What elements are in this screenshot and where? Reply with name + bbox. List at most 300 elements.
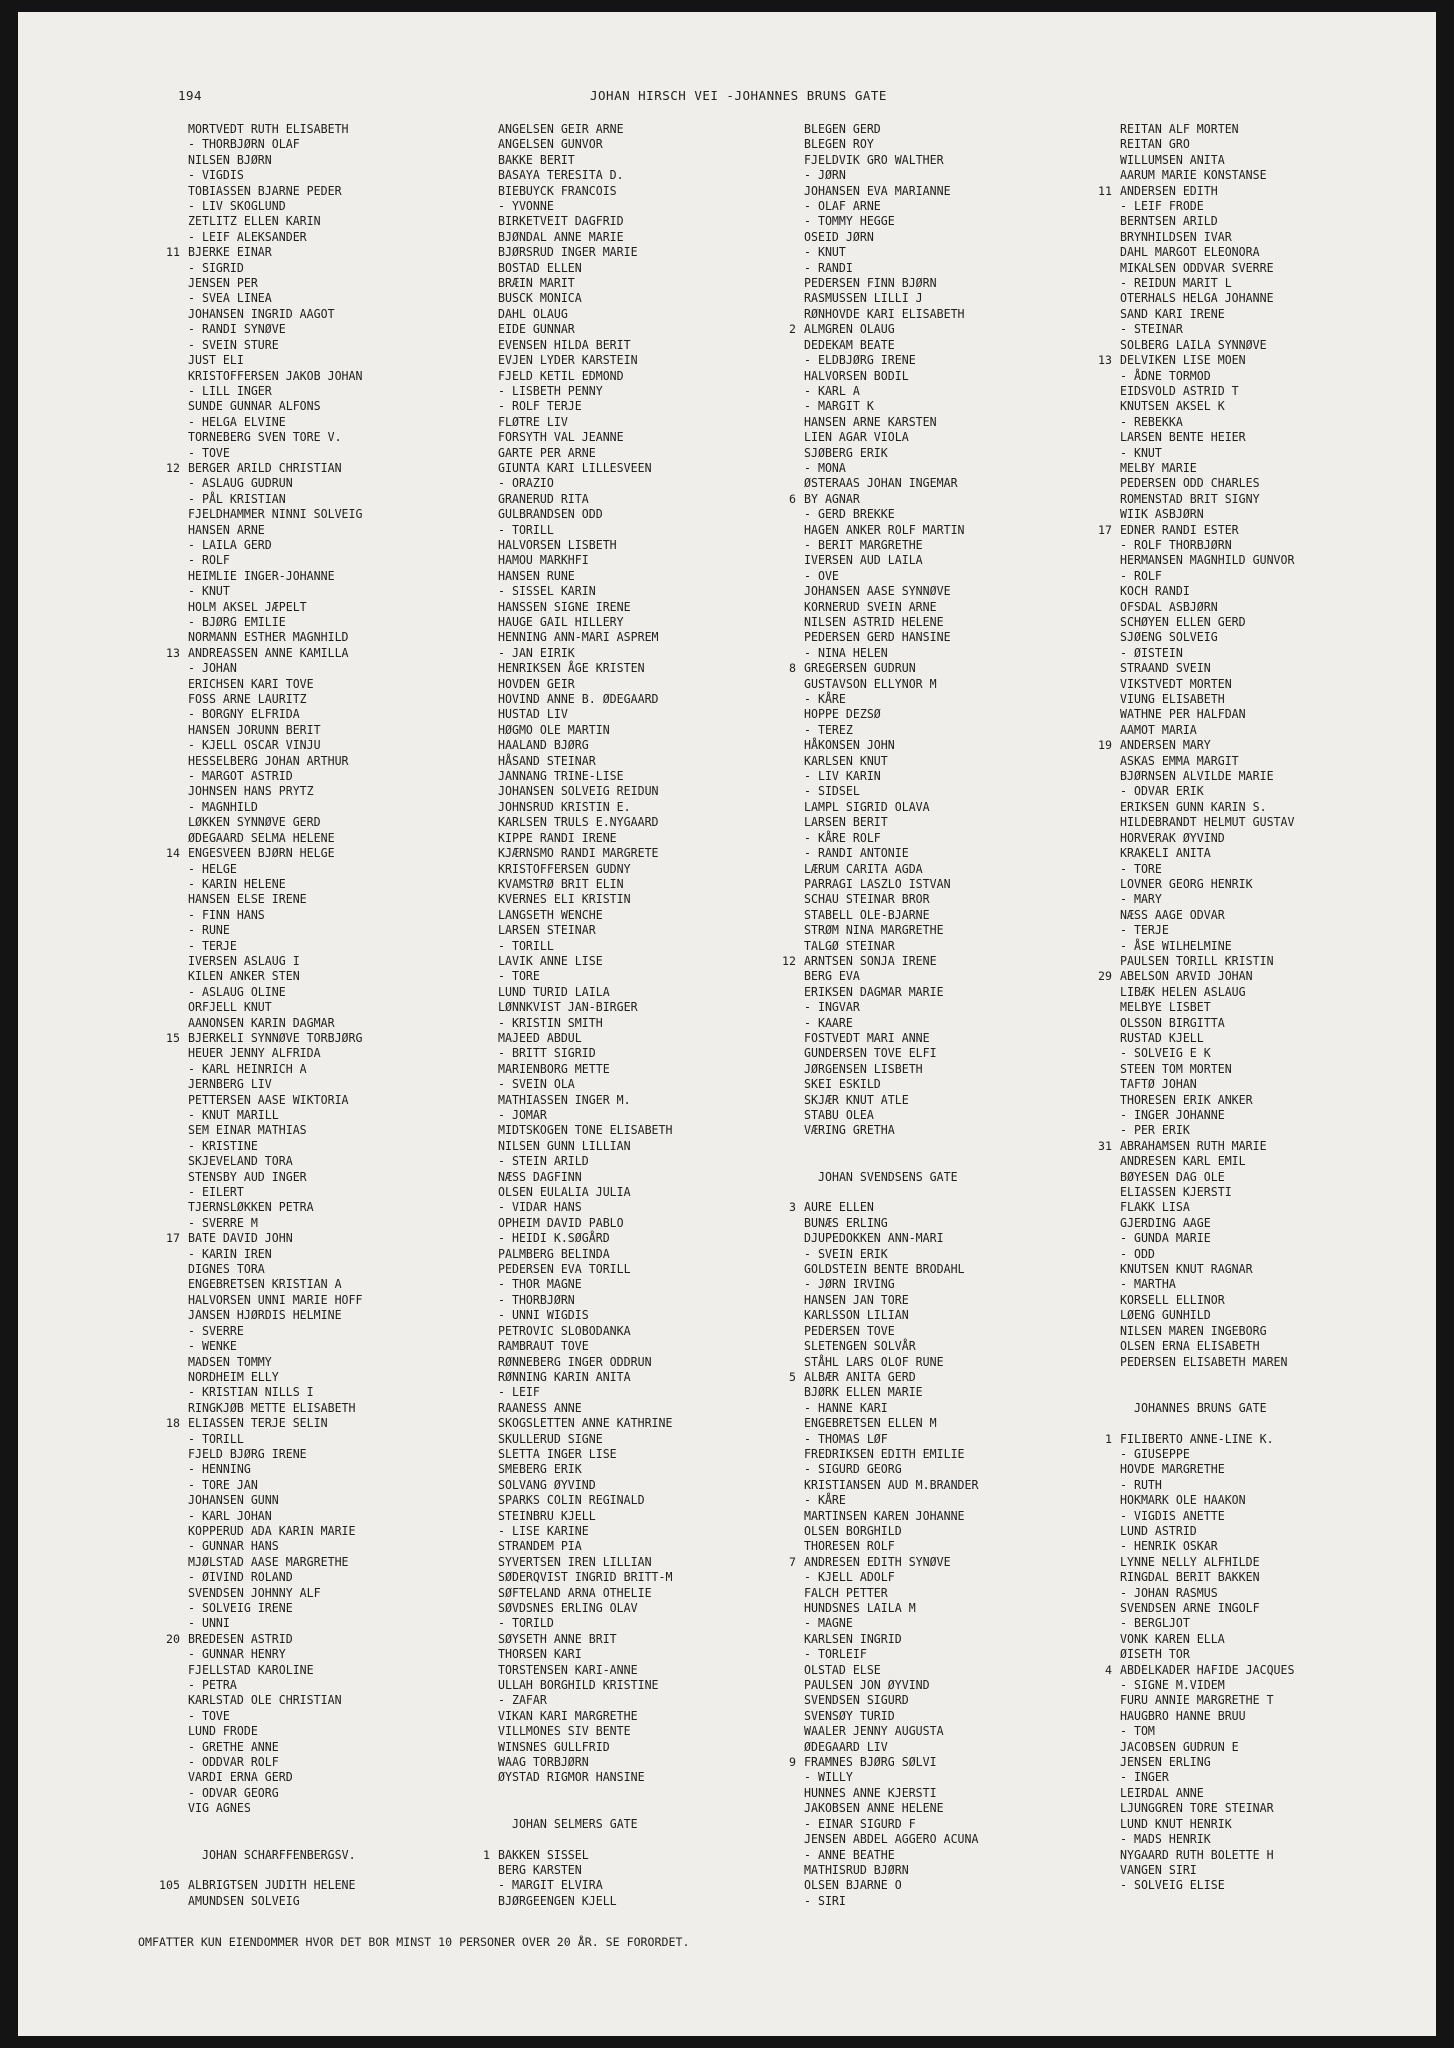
resident-column-2 xyxy=(483,121,828,1909)
resident-entry xyxy=(188,415,518,430)
resident-entry xyxy=(498,1416,828,1431)
resident-entry xyxy=(166,645,518,661)
resident-name: BRÆIN MARIT xyxy=(498,275,575,291)
resident-entry xyxy=(188,1355,518,1370)
resident-name: BERG KARSTEN xyxy=(498,1862,582,1878)
resident-entry xyxy=(498,168,828,183)
resident-name: - KÅRE xyxy=(804,1492,846,1508)
resident-name: - TOVE xyxy=(188,1708,230,1724)
resident-entry xyxy=(804,784,1134,799)
resident-entry xyxy=(498,646,828,661)
blank-line xyxy=(1120,1385,1436,1400)
resident-entry xyxy=(804,1262,1134,1277)
resident-name: - WILLY xyxy=(804,1770,853,1785)
resident-name: HANSEN ELSE IRENE xyxy=(188,891,307,907)
resident-name: FREDRIKSEN EDITH EMILIE xyxy=(804,1446,965,1462)
resident-entry xyxy=(188,214,518,229)
resident-entry xyxy=(188,476,518,491)
resident-name: WATHNE PER HALFDAN xyxy=(1120,707,1246,722)
resident-name: BY AGNAR xyxy=(804,491,860,507)
resident-name: ØSTERAAS JOHAN INGEMAR xyxy=(804,475,958,491)
resident-name: ANDRESEN EDITH SYNØVE xyxy=(804,1554,951,1570)
street-name: JOHANNES BRUNS GATE xyxy=(1134,1400,1267,1416)
resident-name: HENRIKSEN ÅGE KRISTEN xyxy=(498,660,645,676)
resident-entry xyxy=(188,908,518,923)
resident-entry xyxy=(1120,122,1436,137)
resident-entry xyxy=(188,1401,518,1416)
resident-entry xyxy=(188,800,518,815)
resident-entry xyxy=(1120,707,1436,722)
resident-entry xyxy=(1120,661,1436,676)
resident-entry xyxy=(804,1123,1134,1138)
resident-name: HALVORSEN BODIL xyxy=(804,368,909,383)
resident-entry xyxy=(188,615,518,630)
resident-name: - UNNI xyxy=(188,1616,230,1631)
resident-name: - ØIVIND ROLAND xyxy=(188,1569,293,1585)
resident-entry xyxy=(804,815,1134,830)
resident-entry xyxy=(188,877,518,892)
resident-entry xyxy=(1120,569,1436,584)
resident-name: LANGSETH WENCHE xyxy=(498,907,603,923)
page-title: JOHAN HIRSCH VEI -JOHANNES BRUNS GATE xyxy=(590,88,887,103)
resident-name: OFSDAL ASBJØRN xyxy=(1120,599,1218,614)
resident-entry xyxy=(1120,1740,1436,1755)
resident-name: OLSSON BIRGITTA xyxy=(1120,1015,1225,1030)
resident-entry xyxy=(188,1062,518,1077)
resident-entry xyxy=(498,1401,828,1416)
house-number: 20 xyxy=(166,1631,180,1646)
resident-entry xyxy=(498,908,828,923)
resident-name: - TOMMY HEGGE xyxy=(804,214,895,229)
resident-name: - KNUT xyxy=(804,244,846,260)
resident-name: GUSTAVSON ELLYNOR M xyxy=(804,676,937,691)
resident-entry xyxy=(188,1509,518,1524)
resident-name: MIDTSKOGEN TONE ELISABETH xyxy=(498,1123,673,1138)
resident-entry xyxy=(188,1616,518,1631)
resident-name: ERICHSEN KARI TOVE xyxy=(188,676,314,691)
resident-name: - LEIF ALEKSANDER xyxy=(188,229,307,245)
resident-name: - YVONNE xyxy=(498,198,554,214)
resident-name: ØISETH TOR xyxy=(1120,1646,1190,1662)
resident-name: NILSEN ASTRID HELENE xyxy=(804,614,944,630)
resident-name: - INGVAR xyxy=(804,999,860,1015)
resident-name: RINGKJØB METTE ELISABETH xyxy=(188,1400,356,1416)
resident-entry xyxy=(1120,877,1436,892)
resident-name: BASAYA TERESITA D. xyxy=(498,167,624,183)
resident-name: - TOVE xyxy=(188,445,230,460)
resident-entry xyxy=(804,199,1134,214)
resident-entry xyxy=(498,862,828,877)
resident-entry xyxy=(188,1277,518,1292)
resident-name: - PER ERIK xyxy=(1120,1123,1190,1138)
resident-entry xyxy=(804,600,1134,615)
resident-entry xyxy=(498,1046,828,1061)
resident-name: MARTINSEN KAREN JOHANNE xyxy=(804,1508,965,1523)
resident-entry xyxy=(166,845,518,861)
resident-name: VANGEN SIRI xyxy=(1120,1862,1197,1878)
resident-name: DJUPEDOKKEN ANN-MARI xyxy=(804,1230,944,1246)
resident-entry xyxy=(1120,1062,1436,1077)
resident-entry xyxy=(498,831,828,846)
resident-entry xyxy=(188,1524,518,1539)
resident-entry xyxy=(804,276,1134,291)
resident-name: - BJØRG EMILIE xyxy=(188,614,286,630)
resident-entry xyxy=(1120,939,1436,954)
resident-entry xyxy=(498,1277,828,1292)
resident-entry xyxy=(1120,261,1436,276)
resident-name: ALBRIGTSEN JUDITH HELENE xyxy=(188,1877,356,1893)
resident-entry xyxy=(1098,737,1436,753)
resident-entry xyxy=(498,939,828,954)
resident-entry xyxy=(498,507,828,522)
resident-name: - RANDI ANTONIE xyxy=(804,845,909,861)
resident-name: KARLSEN INGRID xyxy=(804,1631,902,1647)
resident-entry xyxy=(804,261,1134,276)
resident-entry xyxy=(1120,1770,1436,1785)
resident-name: - KNUT xyxy=(1120,445,1162,460)
resident-entry xyxy=(782,953,1134,969)
resident-name: ZETLITZ ELLEN KARIN xyxy=(188,214,321,229)
resident-entry xyxy=(188,1447,518,1462)
resident-name: HALVORSEN LISBETH xyxy=(498,537,617,553)
resident-name: KRISTOFFERSEN GUDNY xyxy=(498,861,631,876)
resident-name: ØYSTAD RIGMOR HANSINE xyxy=(498,1770,645,1785)
resident-name: EVENSEN HILDA BERIT xyxy=(498,337,631,353)
blank-line xyxy=(498,1801,828,1816)
resident-entry xyxy=(188,261,518,276)
resident-entry xyxy=(498,707,828,722)
resident-entry xyxy=(188,600,518,615)
resident-entry xyxy=(804,1046,1134,1061)
resident-entry xyxy=(188,1370,518,1385)
resident-name: FOSTVEDT MARI ANNE xyxy=(804,1030,930,1046)
resident-name: - KRISTIAN NILLS I xyxy=(188,1384,314,1400)
resident-entry xyxy=(498,877,828,892)
house-number: 7 xyxy=(789,1554,796,1569)
resident-name: HOVIND ANNE B. ØDEGAARD xyxy=(498,691,659,707)
resident-entry xyxy=(1120,1324,1436,1339)
resident-entry xyxy=(804,1308,1134,1323)
resident-name: FJELDHAMMER NINNI SOLVEIG xyxy=(188,506,363,522)
resident-name: - TORILL xyxy=(188,1431,244,1446)
resident-entry xyxy=(498,245,828,260)
resident-name: - TORLEIF xyxy=(804,1646,867,1662)
resident-entry xyxy=(498,276,828,291)
resident-entry xyxy=(1120,646,1436,661)
resident-entry xyxy=(804,646,1134,661)
resident-name: - SOLVEIG IRENE xyxy=(188,1600,293,1616)
resident-name: - MAGNHILD xyxy=(188,799,258,815)
resident-name: WIIK ASBJØRN xyxy=(1120,506,1204,522)
resident-entry xyxy=(1120,1231,1436,1246)
resident-entry xyxy=(804,908,1134,923)
resident-entry xyxy=(498,230,828,245)
resident-name: VILLMONES SIV BENTE xyxy=(498,1723,631,1739)
resident-entry xyxy=(1120,923,1436,938)
resident-entry xyxy=(1120,168,1436,183)
resident-name: ALMGREN OLAUG xyxy=(804,321,895,337)
resident-name: PEDERSEN ELISABETH MAREN xyxy=(1120,1354,1288,1369)
resident-entry xyxy=(188,1123,518,1138)
resident-name: - TEREZ xyxy=(804,722,853,738)
resident-entry xyxy=(804,1247,1134,1262)
resident-entry xyxy=(1120,630,1436,645)
resident-entry xyxy=(804,1077,1134,1092)
resident-name: JOHANSEN GUNN xyxy=(188,1492,279,1508)
resident-name: PALMBERG BELINDA xyxy=(498,1246,610,1261)
resident-entry xyxy=(188,784,518,799)
resident-name: REITAN GRO xyxy=(1120,137,1190,152)
resident-name: - SOLVEIG E K xyxy=(1120,1045,1211,1061)
resident-name: JERNBERG LIV xyxy=(188,1076,272,1092)
resident-entry xyxy=(498,969,828,984)
resident-entry xyxy=(1120,1586,1436,1601)
resident-name: BERGER ARILD CHRISTIAN xyxy=(188,460,342,476)
resident-name: - ØISTEIN xyxy=(1120,645,1183,661)
resident-name: BAKKE BERIT xyxy=(498,152,575,168)
resident-name: JAKOBSEN ANNE HELENE xyxy=(804,1800,944,1816)
house-number: 19 xyxy=(1098,738,1112,753)
resident-entry xyxy=(498,754,828,769)
resident-entry xyxy=(804,369,1134,384)
resident-name: ØDEGAARD LIV xyxy=(804,1739,888,1754)
resident-entry xyxy=(498,1863,828,1878)
resident-name: ENGEBRETSEN KRISTIAN A xyxy=(188,1277,342,1292)
resident-name: GRANERUD RITA xyxy=(498,491,589,507)
resident-entry xyxy=(804,1878,1134,1893)
resident-name: - RANDI xyxy=(804,260,853,275)
page-number: 194 xyxy=(178,88,203,103)
resident-name: MORTVEDT RUTH ELISABETH xyxy=(188,121,349,137)
resident-name: - BORGNY ELFRIDA xyxy=(188,707,300,722)
resident-name: SEM EINAR MATHIAS xyxy=(188,1123,307,1138)
resident-name: HALVORSEN UNNI MARIE HOFF xyxy=(188,1292,363,1308)
resident-entry xyxy=(804,615,1134,630)
resident-entry xyxy=(804,1231,1134,1246)
resident-name: STENSBY AUD INGER xyxy=(188,1169,307,1184)
resident-name: KVAMSTRØ BRIT ELIN xyxy=(498,876,624,892)
resident-entry xyxy=(1120,338,1436,353)
resident-name: KRISTOFFERSEN JAKOB JOHAN xyxy=(188,368,363,383)
resident-name: - MARGIT ELVIRA xyxy=(498,1877,603,1893)
resident-name: KARLSEN TRULS E.NYGAARD xyxy=(498,814,659,830)
resident-name: SLETTA INGER LISE xyxy=(498,1446,617,1462)
resident-name: - PÅL KRISTIAN xyxy=(188,491,286,507)
resident-entry xyxy=(1120,1848,1436,1863)
resident-name: OLSEN EULALIA JULIA xyxy=(498,1184,631,1200)
resident-name: - SIRI xyxy=(804,1893,846,1909)
resident-name: - KJELL ADOLF xyxy=(804,1569,895,1585)
resident-name: LUND ASTRID xyxy=(1120,1523,1197,1539)
house-number: 12 xyxy=(782,953,796,968)
resident-entry xyxy=(188,1247,518,1262)
resident-entry xyxy=(1120,677,1436,692)
resident-entry xyxy=(804,692,1134,707)
resident-name: TOBIASSEN BJARNE PEDER xyxy=(188,183,342,198)
resident-entry xyxy=(188,1493,518,1508)
resident-name: DAHL OLAUG xyxy=(498,306,568,322)
resident-name: SØFTELAND ARNA OTHELIE xyxy=(498,1585,652,1600)
resident-entry xyxy=(1120,1817,1436,1832)
resident-name: - LAILA GERD xyxy=(188,537,272,553)
resident-entry xyxy=(1120,1570,1436,1585)
house-number: 1 xyxy=(1105,1431,1112,1446)
resident-entry xyxy=(1120,276,1436,291)
resident-name: AANONSEN KARIN DAGMAR xyxy=(188,1015,335,1030)
resident-name: OSEID JØRN xyxy=(804,229,874,245)
house-number: 11 xyxy=(1098,183,1112,198)
house-number: 31 xyxy=(1098,1138,1112,1153)
street-heading xyxy=(804,1170,1134,1185)
resident-name: - HENNING xyxy=(188,1461,251,1477)
resident-entry xyxy=(498,1031,828,1046)
resident-name: THORESEN ROLF xyxy=(804,1538,895,1554)
resident-name: - HEIDI K.SØGÅRD xyxy=(498,1230,610,1246)
resident-entry xyxy=(188,369,518,384)
resident-entry xyxy=(498,1093,828,1108)
house-number: 18 xyxy=(166,1416,180,1431)
resident-entry xyxy=(498,815,828,830)
resident-name: MATHIASSEN INGER M. xyxy=(498,1092,631,1107)
resident-name: HORVERAK ØYVIND xyxy=(1120,830,1225,846)
resident-entry xyxy=(498,1062,828,1077)
resident-entry xyxy=(1120,892,1436,907)
resident-name: BUNÆS ERLING xyxy=(804,1215,888,1231)
resident-entry xyxy=(188,322,518,337)
resident-name: PEDERSEN EVA TORILL xyxy=(498,1261,631,1277)
resident-entry xyxy=(804,1093,1134,1108)
resident-entry xyxy=(498,1601,828,1616)
resident-name: - MAGNE xyxy=(804,1616,853,1631)
resident-name: - SVEIN ERIK xyxy=(804,1246,888,1261)
resident-name: ABELSON ARVID JOHAN xyxy=(1120,968,1253,984)
resident-name: LOVNER GEORG HENRIK xyxy=(1120,876,1253,892)
resident-name: OTERHALS HELGA JOHANNE xyxy=(1120,291,1274,306)
resident-name: - RANDI SYNØVE xyxy=(188,321,286,337)
resident-name: - JOHAN xyxy=(188,660,237,676)
resident-name: IVERSEN ASLAUG I xyxy=(188,953,300,969)
resident-name: SJØBERG ERIK xyxy=(804,445,888,460)
resident-name: - THORBJØRN OLAF xyxy=(188,137,300,152)
resident-entry xyxy=(1120,137,1436,152)
resident-entry xyxy=(804,1524,1134,1539)
resident-entry xyxy=(188,1216,518,1231)
resident-entry xyxy=(498,923,828,938)
resident-entry xyxy=(188,122,518,137)
resident-entry xyxy=(804,1355,1134,1370)
resident-name: HÅKONSEN JOHN xyxy=(804,737,895,753)
resident-entry xyxy=(1120,492,1436,507)
resident-entry xyxy=(498,1493,828,1508)
resident-name: LARSEN STEINAR xyxy=(498,922,596,938)
resident-entry xyxy=(804,723,1134,738)
resident-entry xyxy=(498,415,828,430)
resident-entry xyxy=(804,1277,1134,1292)
resident-name: PARRAGI LASZLO ISTVAN xyxy=(804,876,951,892)
resident-entry xyxy=(1120,399,1436,414)
resident-entry xyxy=(188,1077,518,1092)
resident-name: - KAARE xyxy=(804,1015,853,1030)
resident-entry xyxy=(188,1462,518,1477)
resident-name: - JOHAN RASMUS xyxy=(1120,1585,1218,1600)
resident-entry xyxy=(804,1385,1134,1400)
resident-entry xyxy=(498,1185,828,1200)
resident-name: - LIV SKOGLUND xyxy=(188,198,286,214)
resident-entry xyxy=(498,985,828,1000)
resident-name: BJØRK ELLEN MARIE xyxy=(804,1384,923,1400)
resident-entry xyxy=(1120,1478,1436,1493)
resident-name: - PETRA xyxy=(188,1677,237,1693)
resident-column-1 xyxy=(159,121,518,1909)
resident-name: - ODVAR ERIK xyxy=(1120,784,1204,799)
resident-entry xyxy=(804,1539,1134,1554)
resident-name: - ODD xyxy=(1120,1246,1155,1261)
resident-name: BOSTAD ELLEN xyxy=(498,260,582,275)
resident-entry xyxy=(789,491,1134,507)
resident-entry xyxy=(804,923,1134,938)
resident-name: BIEBUYCK FRANCOIS xyxy=(498,183,617,198)
resident-entry xyxy=(804,862,1134,877)
resident-name: GIUNTA KARI LILLESVEEN xyxy=(498,460,652,476)
resident-name: KORSELL ELLINOR xyxy=(1120,1292,1225,1308)
resident-entry xyxy=(498,476,828,491)
resident-entry xyxy=(1120,754,1436,769)
resident-entry xyxy=(1120,1262,1436,1277)
resident-entry xyxy=(1120,214,1436,229)
street-heading xyxy=(1120,1401,1436,1416)
resident-entry xyxy=(1120,954,1436,969)
resident-name: RINGDAL BERIT BAKKEN xyxy=(1120,1569,1260,1585)
resident-name: EIDE GUNNAR xyxy=(498,321,575,337)
resident-name: BATE DAVID JOHN xyxy=(188,1230,293,1246)
resident-entry xyxy=(804,569,1134,584)
resident-entry xyxy=(804,1832,1134,1847)
resident-name: HUNNES ANNE KJERSTI xyxy=(804,1785,937,1801)
resident-name: FRAMNES BJØRG SØLVI xyxy=(804,1754,937,1770)
resident-entry xyxy=(498,553,828,568)
resident-name: HAMOU MARKHFI xyxy=(498,552,589,568)
resident-entry xyxy=(498,184,828,199)
resident-entry xyxy=(188,137,518,152)
resident-name: - FINN HANS xyxy=(188,907,265,923)
resident-name: ENGESVEEN BJØRN HELGE xyxy=(188,845,335,861)
resident-name: BERG EVA xyxy=(804,968,860,984)
resident-name: LAVIK ANNE LISE xyxy=(498,953,603,969)
resident-entry xyxy=(498,784,828,799)
resident-entry xyxy=(804,1324,1134,1339)
resident-entry xyxy=(188,954,518,969)
resident-entry xyxy=(188,1385,518,1400)
resident-name: SMEBERG ERIK xyxy=(498,1461,582,1477)
resident-name: JACOBSEN GUDRUN E xyxy=(1120,1739,1239,1754)
resident-name: - THOMAS LØF xyxy=(804,1431,888,1446)
resident-entry xyxy=(498,261,828,276)
resident-entry xyxy=(498,1586,828,1601)
resident-entry xyxy=(804,1401,1134,1416)
resident-name: BJERKELI SYNNØVE TORBJØRG xyxy=(188,1030,363,1046)
resident-entry xyxy=(1120,1046,1436,1061)
resident-entry xyxy=(1120,1462,1436,1477)
resident-entry xyxy=(804,1724,1134,1739)
resident-entry xyxy=(188,1678,518,1693)
resident-name: KNUTSEN KNUT RAGNAR xyxy=(1120,1261,1253,1277)
resident-entry xyxy=(498,1740,828,1755)
resident-entry xyxy=(188,1339,518,1354)
resident-name: - VIGDIS xyxy=(188,167,244,183)
resident-name: STEINBRU KJELL xyxy=(498,1508,596,1523)
resident-entry xyxy=(1120,461,1436,476)
resident-name: ØDEGAARD SELMA HELENE xyxy=(188,830,335,846)
